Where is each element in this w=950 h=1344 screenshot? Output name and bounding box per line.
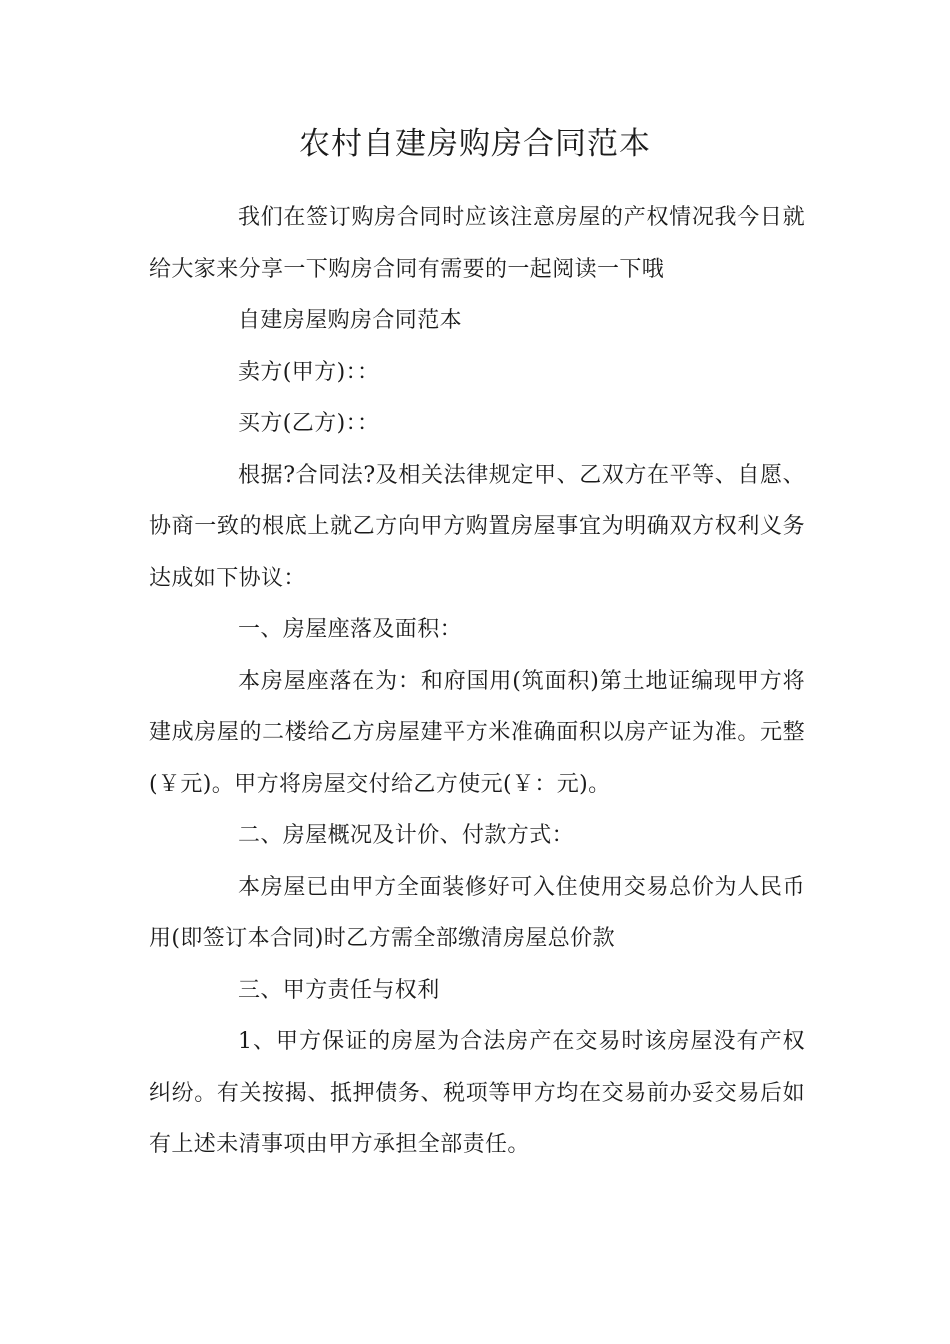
document-title: 农村自建房购房合同范本 (299, 126, 651, 162)
paragraph-seller: 卖方(甲方)：： (238, 359, 380, 385)
paragraph-subtitle: 自建房屋购房合同范本 (238, 308, 463, 333)
paragraph-intro: 我们在签订购房合同时应该注意房屋的产权情况我今日就给大家来分享一下购房合同有需要的一起阅读一下哦 (149, 205, 805, 282)
section-heading-location: 一、房屋座落及面积： (238, 617, 463, 642)
paragraph-buyer: 买方(乙方)：： (238, 411, 380, 436)
document-body (149, 192, 805, 1171)
paragraph-location: 本房屋座落在为：和府国用(筑面积)第土地证编现甲方将建成房屋的二楼给乙方房屋建平方米准确面积以房产证为准。元整(￥元)。甲方将房屋交付给乙方使元(￥：元)。 (149, 668, 805, 797)
section-heading-pricing: 二、房屋概况及计价、付款方式： (238, 823, 575, 848)
paragraph-agreement-basis: 根据?合同法?及相关法律规定甲、乙双方在平等、自愿、协商一致的根底上就乙方向甲方购置房屋事宜为明确双方权利义务达成如下协议： (149, 462, 805, 591)
section-heading-seller-duties: 三、甲方责任与权利 (238, 977, 440, 1003)
paragraph-seller-duty-1: 1、甲方保证的房屋为合法房产在交易时该房屋没有产权纠纷。有关按揭、抵押债务、税项等甲方均在交易前办妥交易后如有上述未清事项由甲方承担全部责任。 (149, 1029, 805, 1157)
paragraph-pricing: 本房屋已由甲方全面装修好可入住使用交易总价为人民币用(即签订本合同)时乙方需全部缴清房屋总价款 (149, 874, 805, 951)
